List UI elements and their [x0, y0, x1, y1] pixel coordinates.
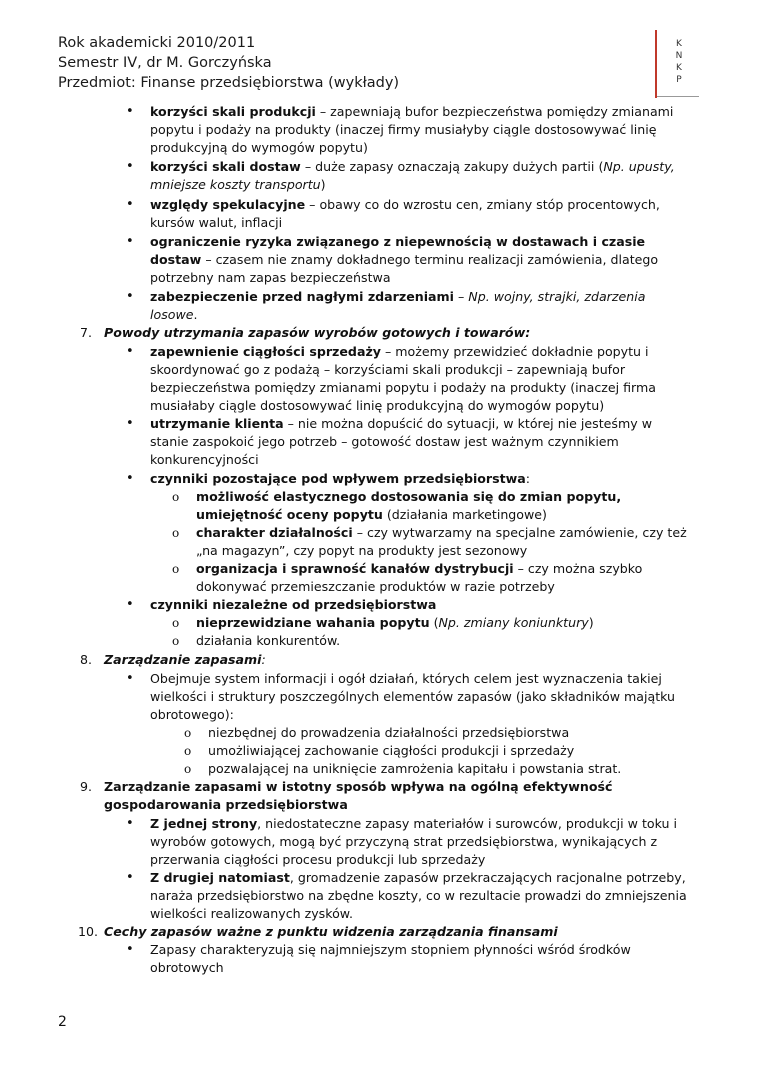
- list-item-line: popytu i podaży na produkty (inaczej firmy musiałyby ciągle dostosowywać linię: [150, 122, 657, 137]
- list-item-line: obrotowego):: [150, 707, 234, 722]
- logo-rule: [657, 96, 699, 97]
- list-item-line: losowe.: [150, 307, 198, 322]
- circle-bullet-icon: o: [172, 634, 180, 648]
- bullet-icon: •: [126, 159, 134, 174]
- bullet-icon: •: [126, 344, 134, 359]
- list-item-line: skoordynować go z podażą – korzyściami skali produkcji – zapewniają bufor: [150, 362, 625, 377]
- list-item: [150, 233, 645, 251]
- list-item: [150, 596, 436, 614]
- list-item: czynniki pozostające pod wpływem przedsiębiorstwa:: [150, 471, 531, 486]
- logo-letter: N: [675, 51, 683, 61]
- logo-letter: K: [676, 63, 682, 73]
- list-item-line: naraża przedsiębiorstwo na zbędne koszty, co w rezultacie prowadzi do zmniejszenia: [150, 888, 687, 903]
- list-item-line: mniejsze koszty transportu): [150, 177, 326, 192]
- section-number: 7.: [80, 325, 93, 340]
- sub-list-item-line: umiejętność oceny popytu (działania marketingowe): [196, 507, 547, 522]
- list-item: Zapasy charakteryzują się najmniejszym stopniem płynności wśród środków: [150, 942, 631, 957]
- circle-bullet-icon: o: [172, 562, 180, 576]
- bullet-icon: •: [126, 942, 134, 957]
- circle-bullet-icon: o: [184, 726, 192, 740]
- list-item-line: wielkości realizowanych zysków.: [150, 906, 353, 921]
- section-heading: Cechy zapasów ważne z punktu widzenia zarządzania finansami: [104, 924, 558, 939]
- logo-red-line: [655, 30, 657, 98]
- list-item: zapewnienie ciągłości sprzedaży – możemy przewidzieć dokładnie popytu i: [150, 344, 649, 359]
- list-item-line: potrzebny nam zapas bezpieczeństwa: [150, 270, 391, 285]
- list-item: Z drugiej natomiast, gromadzenie zapasów przekraczających racjonalne potrzeby,: [150, 870, 686, 885]
- term: czynniki pozostające pod wpływem przedsiębiorstwa: [150, 471, 526, 486]
- term: zabezpieczenie przed nagłymi zdarzeniami: [150, 289, 454, 304]
- bullet-icon: •: [126, 289, 134, 304]
- term: Z jednej strony: [150, 816, 258, 831]
- bullet-icon: •: [126, 104, 134, 119]
- list-item: względy spekulacyjne – obawy co do wzrostu cen, zmiany stóp procentowych,: [150, 197, 660, 212]
- term: zapewnienie ciągłości sprzedaży: [150, 344, 381, 359]
- list-item: Obejmuje system informacji i ogół działań, których celem jest wyznaczenia takiej: [150, 671, 662, 686]
- list-item-line: bezpieczeństwa pomiędzy zmianami popytu i podaży na produkty (inaczej firma: [150, 380, 657, 395]
- list-item-line: stanie zaspokoić jego potrzeb – gotowość dostaw jest ważnym czynnikiem: [150, 434, 619, 449]
- list-item-line: wyrobów gotowych, mogą być przyczyną strat przedsiębiorstwa, wynikających z: [150, 834, 658, 849]
- term: utrzymanie klienta: [150, 416, 284, 431]
- sub-list-item: organizacja i sprawność kanałów dystrybucji – czy można szybko: [196, 561, 643, 576]
- section-number: 10.: [78, 924, 99, 939]
- term: czynniki niezależne od przedsiębiorstwa: [150, 597, 437, 612]
- list-item-line: przerwania ciągłości procesu produkcji lub sprzedaży: [150, 852, 486, 867]
- sub-list-item: działania konkurentów.: [196, 633, 341, 648]
- bullet-icon: •: [126, 671, 134, 686]
- term: korzyści skali dostaw: [150, 159, 301, 174]
- page-number: 2: [58, 1014, 67, 1030]
- bullet-icon: •: [126, 416, 134, 431]
- header-subject: Przedmiot: Finanse przedsiębiorstwa (wykłady): [58, 75, 400, 91]
- list-item-line: musiałaby ciągle dostosowywać linię produkcyjną do wymogów popytu): [150, 398, 605, 413]
- bullet-icon: •: [126, 870, 134, 885]
- circle-bullet-icon: o: [184, 762, 192, 776]
- document-header: [58, 33, 399, 93]
- sub-list-item: umożliwiającej zachowanie ciągłości produkcji i sprzedaży: [208, 743, 575, 758]
- list-item: korzyści skali dostaw – duże zapasy oznaczają zakupy dużych partii (Np. upusty,: [150, 159, 675, 174]
- list-item: zabezpieczenie przed nagłymi zdarzeniami – Np. wojny, strajki, zdarzenia: [150, 289, 646, 304]
- section-heading: Zarządzanie zapasami w istotny sposób wpływa na ogólną efektywność: [104, 779, 613, 794]
- section-heading: Zarządzanie zapasami:: [104, 652, 266, 667]
- circle-bullet-icon: o: [172, 526, 180, 540]
- circle-bullet-icon: o: [184, 744, 192, 758]
- sub-list-item: pozwalającej na uniknięcie zamrożenia kapitału i powstania strat.: [208, 761, 622, 776]
- circle-bullet-icon: o: [172, 616, 180, 630]
- sub-list-item: niezbędnej do prowadzenia działalności przedsiębiorstwa: [208, 725, 570, 740]
- bullet-icon: •: [126, 197, 134, 212]
- list-item-line: kursów walut, inflacji: [150, 215, 283, 230]
- bullet-icon: •: [126, 597, 134, 612]
- term: ograniczenie ryzyka związanego z niepewnością w dostawach i czasie: [150, 234, 646, 249]
- list-item-line: konkurencyjności: [150, 452, 259, 467]
- circle-bullet-icon: o: [172, 490, 180, 504]
- logo-letter: K: [676, 39, 682, 49]
- header-academic-year: Rok akademicki 2010/2011: [58, 35, 256, 51]
- bullet-icon: •: [126, 234, 134, 249]
- sub-list-item: charakter działalności – czy wytwarzamy na specjalne zamówienie, czy też: [196, 525, 687, 540]
- list-item-line: obrotowych: [150, 960, 224, 975]
- sub-list-item: nieprzewidziane wahania popytu (Np. zmiany koniunktury): [196, 615, 594, 630]
- term: Z drugiej natomiast: [150, 870, 290, 885]
- sub-list-item-line: „na magazyn”, czy popyt na produkty jest sezonowy: [196, 543, 528, 558]
- section-heading-line: gospodarowania przedsiębiorstwa: [104, 797, 348, 812]
- list-item-line: produkcyjną do wymogów popytu): [150, 140, 368, 155]
- list-item: utrzymanie klienta – nie można dopuścić do sytuacji, w której nie jesteśmy w: [150, 416, 653, 431]
- list-item-line: wielkości i struktury poszczególnych elementów zapasów (jako składników majątku: [150, 689, 676, 704]
- term: względy spekulacyjne: [150, 197, 306, 212]
- bullet-icon: •: [126, 471, 134, 486]
- section-heading: Powody utrzymania zapasów wyrobów gotowych i towarów:: [104, 325, 531, 340]
- section-number: 9.: [80, 779, 93, 794]
- sub-list-item-line: dokonywać przemieszczanie produktów w razie potrzeby: [196, 579, 555, 594]
- logo-letter: P: [676, 75, 682, 85]
- list-item: korzyści skali produkcji – zapewniają bufor bezpieczeństwa pomiędzy zmianami: [150, 104, 674, 119]
- section-number: 8.: [80, 652, 93, 667]
- knkp-logo: [672, 38, 686, 86]
- term: korzyści skali produkcji: [150, 104, 316, 119]
- list-item: Z jednej strony, niedostateczne zapasy materiałów i surowców, produkcji w toku i: [150, 816, 677, 831]
- list-item-line: dostaw – czasem nie znamy dokładnego terminu realizacji zamówienia, dlatego: [150, 252, 659, 267]
- header-semester-lecturer: Semestr IV, dr M. Gorczyńska: [58, 55, 272, 71]
- sub-list-item: możliwość elastycznego dostosowania się do zmian popytu,: [196, 489, 622, 504]
- bullet-icon: •: [126, 816, 134, 831]
